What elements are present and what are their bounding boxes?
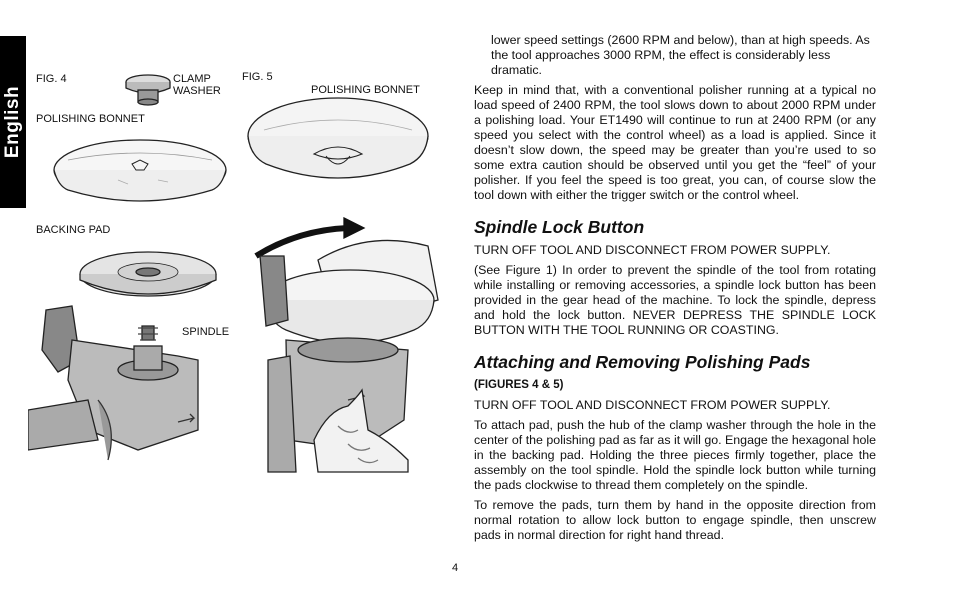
clamp-washer-drawing — [126, 75, 170, 105]
figures-area — [28, 60, 448, 480]
spindle-warning: TURN OFF TOOL AND DISCONNECT FROM POWER SUPPLY. — [474, 243, 831, 257]
fig5-polishing-bonnet-label: POLISHING BONNET — [311, 84, 420, 96]
fig4-polishing-bonnet-drawing — [54, 140, 226, 201]
clamp-washer-label: CLAMP WASHER — [173, 73, 221, 97]
keep-in-mind-paragraph: Keep in mind that, with a conventional polisher running at a typical no load speed of 2400 RPM, the tool slows down to about 2000 RPM under a polishing load. Your ET1490 will continue to run at 2400 RPM (or any speed you select with the control wheel) as a load is applied. Since it doesn’t slow down, the speed may be greater than you’re used to so some extra caution should be observed until you get the “feel” of your polisher. If you feel the speed is too great, you can, of course slow the tool down with either the trigger switch or the control wheel. — [474, 83, 876, 202]
figures-reference: (FIGURES 4 & 5) — [474, 379, 564, 391]
backing-pad-label: BACKING PAD — [36, 224, 111, 236]
attaching-pads-heading: Attaching and Removing Polishing Pads — [474, 352, 811, 372]
fig5-bonnet-drawing — [248, 98, 428, 178]
spindle-label: SPINDLE — [182, 326, 230, 338]
backing-pad-drawing — [80, 252, 216, 296]
attach-warning: TURN OFF TOOL AND DISCONNECT FROM POWER SUPPLY. — [474, 398, 831, 412]
figure-illustrations — [28, 60, 448, 480]
fig5-mounted-bonnet-drawing — [266, 270, 434, 343]
remove-paragraph: To remove the pads, turn them by hand in the opposite direction from normal rotation to allow lock button to engage spindle, then unscrew pads in normal direction for right hand thread. — [474, 498, 876, 542]
fig4-title: FIG. 4 — [36, 73, 67, 85]
fig4-polishing-bonnet-label: POLISHING BONNET — [36, 113, 145, 125]
spindle-lock-heading: Spindle Lock Button — [474, 217, 645, 237]
page-number: 4 — [452, 562, 459, 574]
language-tab — [0, 36, 26, 208]
attach-paragraph: To attach pad, push the hub of the clamp washer through the hole in the center of the polishing pad as far as it will go. Engage the hexagonal hole in the backing pad. Holding the three pieces firmly together, place the assembly on the tool spindle. Hold the spindle lock button while turning the pads clockwise to thread them completely on the spindle. — [474, 418, 876, 492]
intro-paragraph: lower speed settings (2600 RPM and below), than at high speeds. As the tool approaches 3000 RPM, the effect is considerably less dramatic. — [491, 33, 870, 77]
fig5-title: FIG. 5 — [242, 71, 273, 83]
spindle-lock-paragraph: (See Figure 1) In order to prevent the spindle of the tool from rotating while installing or removing accessories, a spindle lock button has been provided in the gear head of the machine. To lock the spindle, depress and hold the lock button. NEVER DEPRESS THE SPINDLE LOCK BUTTON WITH THE TOOL RUNNING OR COASTING. — [474, 263, 876, 337]
body-text-column — [474, 33, 876, 548]
fig4-tool-drawing — [28, 306, 198, 460]
language-tab-label: English — [2, 85, 23, 159]
